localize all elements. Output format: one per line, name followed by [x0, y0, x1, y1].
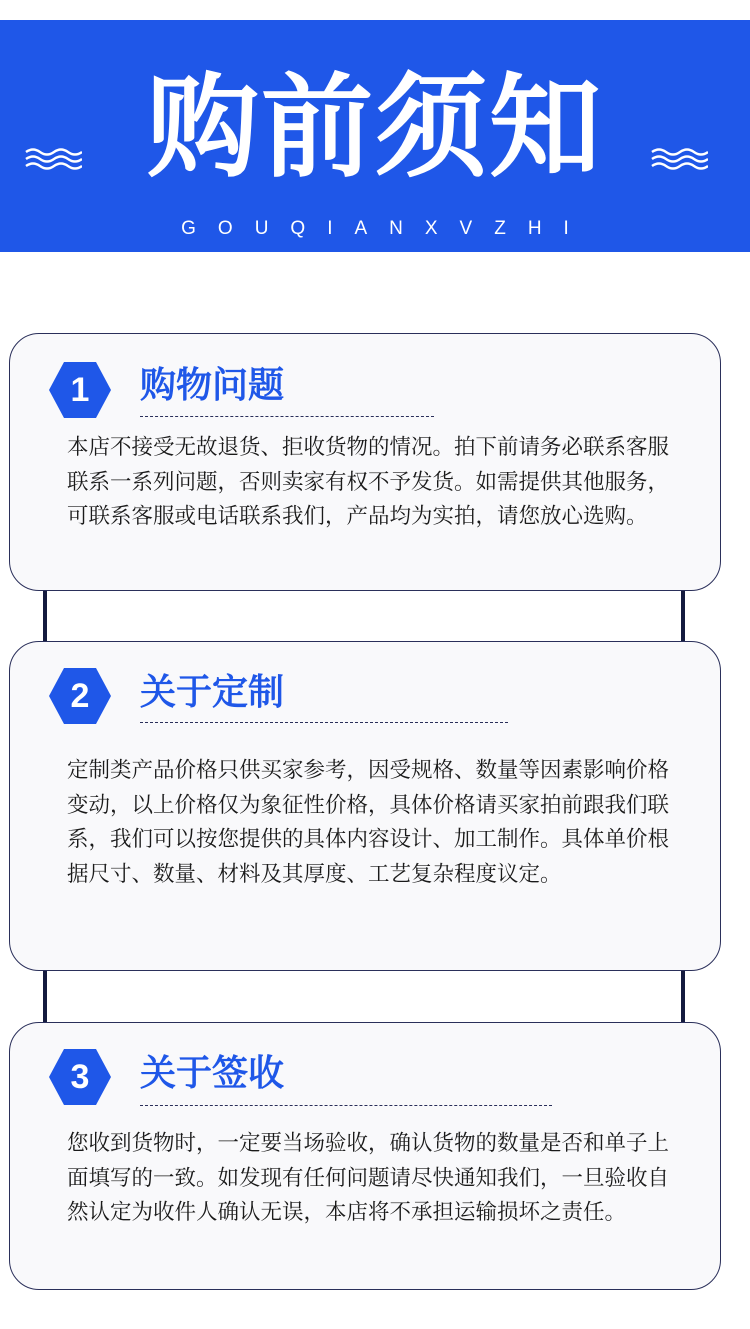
title-divider [140, 722, 508, 723]
title-divider [140, 1105, 552, 1106]
section-body: 本店不接受无故退货、拒收货物的情况。拍下前请务必联系客服联系一系列问题，否则卖家有权不予发货。如需提供其他服务，可联系客服或电话联系我们，产品均为实拍，请您放心选购。 [67, 435, 670, 529]
section-card-receipt [9, 1022, 721, 1290]
page-subtitle: GOUQIANXVZHI [181, 218, 591, 239]
section-title: 购物问题 [140, 365, 285, 406]
title-divider [140, 416, 434, 417]
section-number-badge [48, 667, 112, 725]
section-title: 关于签收 [140, 1053, 285, 1094]
section-number: 3 [70, 1058, 90, 1096]
section-number: 1 [70, 371, 90, 409]
section-card-shopping [9, 333, 721, 591]
section-body: 您收到货物时，一定要当场验收，确认货物的数量是否和单子上面填写的一致。如发现有任何问题请尽快通知我们，一旦验收自然认定为收件人确认无误，本店将不承担运输损坏之责任。 [67, 1131, 670, 1225]
section-number-badge [48, 361, 112, 419]
section-card-customization [9, 641, 721, 971]
section-number-badge [48, 1048, 112, 1106]
page-title: 购前须知 [147, 63, 603, 193]
section-title: 关于定制 [140, 672, 285, 713]
section-body: 定制类产品价格只供买家参考，因受规格、数量等因素影响价格变动，以上价格仅为象征性价格，具体价格请买家拍前跟我们联系，我们可以按您提供的具体内容设计、加工制作。具体单价根据尺寸、数量、材料及其厚度、工艺复杂程度议定。 [67, 758, 670, 887]
section-number: 2 [70, 677, 90, 715]
